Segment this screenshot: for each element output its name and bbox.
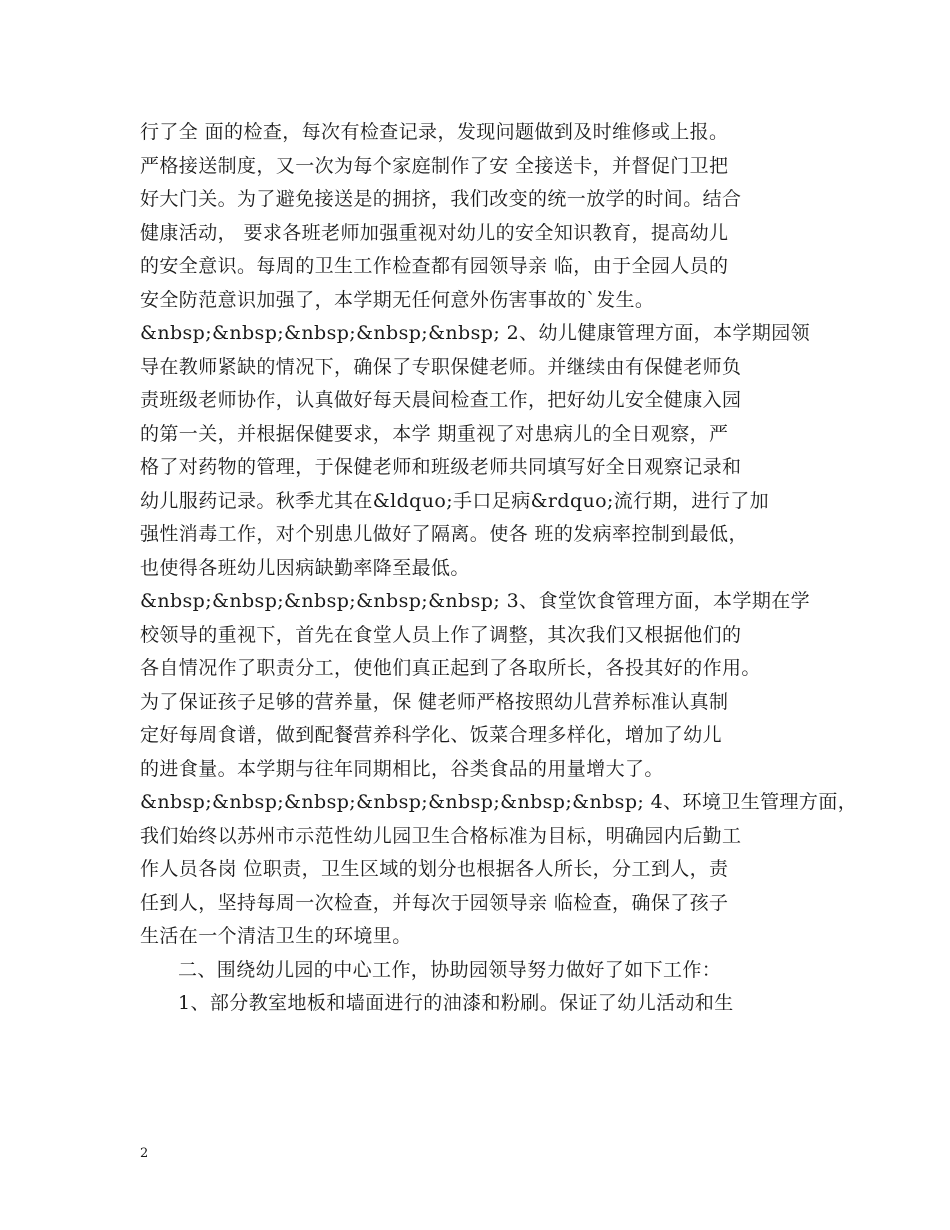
- text-line: 也使得各班幼儿因病缺勤率降至最低。: [140, 556, 470, 579]
- text-line: 行了全 面的检查，每次有检查记录，发现问题做到及时维修或上报。: [140, 121, 729, 143]
- text-line: 定好每周食谱，做到配餐营养科学化、饭菜合理多样化，增加了幼儿: [140, 724, 723, 746]
- text-line: 导在教师紧缺的情况下，确保了专职保健老师。并继续由有保健老师负: [140, 355, 742, 378]
- text-line: 好大门关。为了避免接送是的拥挤，我们改变的统一放学的时间。结合: [140, 188, 742, 210]
- text-line: 幼儿服药记录。秋季尤其在&ldquo;手口足病&rdquo;流行期，进行了加: [140, 489, 769, 512]
- text-line: &nbsp;&nbsp;&nbsp;&nbsp;&nbsp; 3、食堂饮食管理方面，本学期在学: [140, 590, 811, 612]
- text-line: 健康活动， 要求各班老师加强重视对幼儿的安全知识教育，提高幼儿: [140, 221, 729, 244]
- text-line: 的进食量。本学期与往年同期相比，谷类食品的用量增大了。: [140, 757, 664, 780]
- text-line: 责班级老师协作，认真做好每天晨间检查工作，把好幼儿安全健康入园: [140, 389, 742, 411]
- text-line: 安全防范意识加强了，本学期无任何意外伤害事故的`发生。: [140, 288, 655, 311]
- text-line: &nbsp;&nbsp;&nbsp;&nbsp;&nbsp; 2、幼儿健康管理方面，本学期园领: [140, 322, 811, 344]
- text-line: 任到人，坚持每周一次检查，并每次于园领导亲 临检查，确保了孩子: [140, 891, 729, 914]
- text-line: 各自情况作了职责分工，使他们真正起到了各取所长，各投其好的作用。: [140, 657, 761, 679]
- page-number: 2: [140, 1146, 149, 1161]
- text-line: 格了对药物的管理，于保健老师和班级老师共同填写好全日观察记录和: [140, 456, 742, 478]
- text-line: 我们始终以苏州市示范性幼儿园卫生合格标准为目标，明确园内后勤工: [140, 824, 742, 847]
- text-line: 的第一关，并根据保健要求，本学 期重视了对患病儿的全日观察，严: [140, 422, 729, 445]
- text-line: 作人员各岗 位职责，卫生区域的划分也根据各人所长，分工到人，责: [140, 858, 729, 880]
- text-line: 二、围绕幼儿园的中心工作，协助园领导努力做好了如下工作：: [178, 958, 722, 981]
- text-line: 1、部分教室地板和墙面进行的油漆和粉刷。保证了幼儿活动和生: [178, 992, 734, 1014]
- text-line: 强性消毒工作，对个别患儿做好了隔离。使各 班的发病率控制到最低，: [140, 523, 748, 545]
- text-line: 生活在一个清洁卫生的环境里。: [140, 925, 412, 947]
- text-line: 校领导的重视下，首先在食堂人员上作了调整，其次我们又根据他们的: [140, 623, 742, 646]
- text-line: 的安全意识。每周的卫生工作检查都有园领导亲 临，由于全园人员的: [140, 255, 729, 277]
- text-line: 为了保证孩子足够的营养量，保 健老师严格按照幼儿营养标准认真制: [140, 690, 729, 713]
- document-body: [140, 116, 858, 1021]
- text-line: 严格接送制度，又一次为每个家庭制作了安 全接送卡，并督促门卫把: [140, 154, 729, 177]
- text-line: &nbsp;&nbsp;&nbsp;&nbsp;&nbsp;&nbsp;&nbsp; 4、环境卫生管理方面，: [140, 791, 858, 813]
